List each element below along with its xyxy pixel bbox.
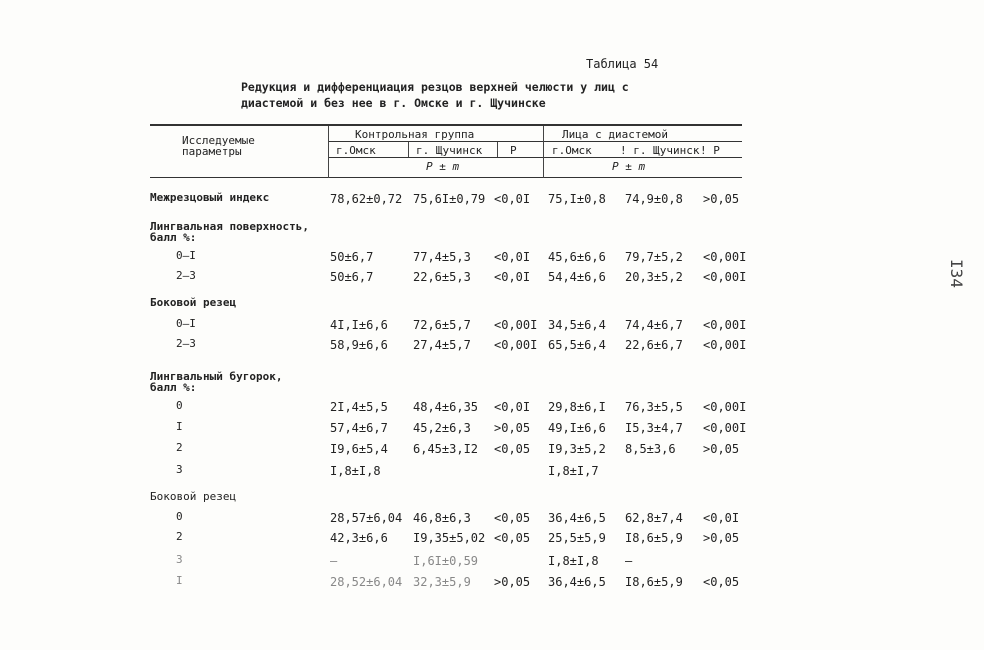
cell-c1: 57,4±6,7 bbox=[330, 421, 388, 435]
header-omsk-diastema: г.Омск bbox=[552, 144, 592, 157]
row-label: 3 bbox=[176, 463, 183, 476]
cell-c5: 8,5±3,6 bbox=[625, 442, 676, 456]
cell-c5: I5,3±4,7 bbox=[625, 421, 683, 435]
header-p-diastema: ! P bbox=[700, 144, 720, 157]
row-label: 0–I bbox=[176, 249, 196, 262]
cell-c6: >0,05 bbox=[703, 192, 740, 206]
header-divider-4 bbox=[497, 142, 498, 157]
row-label: I bbox=[176, 574, 183, 587]
header-group-rule bbox=[329, 141, 742, 142]
row-label: 2 bbox=[176, 530, 183, 543]
cell-c4: 49,I±6,6 bbox=[548, 421, 606, 435]
cell-c1: 78,62±0,72 bbox=[330, 192, 403, 206]
cell-c5: 22,6±6,7 bbox=[625, 338, 683, 352]
row-label: 0 bbox=[176, 510, 183, 523]
cell-c2: 75,6I±0,79 bbox=[413, 192, 486, 206]
cell-c1: 50±6,7 bbox=[330, 270, 374, 284]
cell-c1: 2I,4±5,5 bbox=[330, 400, 388, 414]
cell-c1: 28,52±6,04 bbox=[330, 575, 403, 589]
cell-c6: <0,00I bbox=[703, 421, 747, 435]
cell-c5: – bbox=[625, 554, 633, 568]
cell-c2: 27,4±5,7 bbox=[413, 338, 471, 352]
row-label: Межрезцовый индекс bbox=[150, 191, 270, 204]
cell-c4: I9,3±5,2 bbox=[548, 442, 606, 456]
cell-c1: I9,6±5,4 bbox=[330, 442, 388, 456]
row-label: Лингвальная поверхность, балл %: bbox=[150, 220, 309, 244]
row-label: I bbox=[176, 420, 183, 433]
header-divider-2 bbox=[543, 126, 544, 178]
header-pm-control: P ± m bbox=[426, 160, 460, 173]
cell-c3: <0,05 bbox=[494, 442, 531, 456]
cell-c2: 46,8±6,3 bbox=[413, 511, 471, 525]
table-caption-line-2: диастемой и без нее в г. Омске и г. Щучинске bbox=[241, 96, 546, 110]
cell-c4: 36,4±6,5 bbox=[548, 575, 606, 589]
header-divider-1 bbox=[328, 126, 329, 178]
row-label: 2–3 bbox=[176, 269, 196, 282]
header-omsk-control: г.Омск bbox=[336, 144, 376, 157]
cell-c5: 20,3±5,2 bbox=[625, 270, 683, 284]
cell-c4: 25,5±5,9 bbox=[548, 531, 606, 545]
cell-c1: 42,3±6,6 bbox=[330, 531, 388, 545]
cell-c6: <0,0I bbox=[703, 511, 740, 525]
cell-c4: 36,4±6,5 bbox=[548, 511, 606, 525]
cell-c4: I,8±I,8 bbox=[548, 554, 599, 568]
header-params: Исследуемые параметры bbox=[182, 134, 255, 158]
row-label: Боковой резец bbox=[150, 490, 237, 503]
row-label: 2–3 bbox=[176, 337, 196, 350]
cell-c4: 45,6±6,6 bbox=[548, 250, 606, 264]
cell-c1: – bbox=[330, 554, 338, 568]
cell-c5: 79,7±5,2 bbox=[625, 250, 683, 264]
cell-c3: >0,05 bbox=[494, 421, 531, 435]
cell-c5: 76,3±5,5 bbox=[625, 400, 683, 414]
cell-c4: I,8±I,7 bbox=[548, 464, 599, 478]
header-diastema-group: Лица с диастемой bbox=[562, 128, 668, 141]
cell-c2: 45,2±6,3 bbox=[413, 421, 471, 435]
cell-c3: <0,00I bbox=[494, 318, 538, 332]
table-caption-line-1: Редукция и дифференциация резцов верхней челюсти у лиц с bbox=[241, 80, 629, 94]
cell-c5: I8,6±5,9 bbox=[625, 575, 683, 589]
header-divider-3 bbox=[408, 142, 409, 157]
cell-c1: 4I,I±6,6 bbox=[330, 318, 388, 332]
cell-c2: 22,6±5,3 bbox=[413, 270, 471, 284]
cell-c5: 74,9±0,8 bbox=[625, 192, 683, 206]
table-top-rule bbox=[150, 124, 742, 126]
cell-c6: <0,00I bbox=[703, 338, 747, 352]
cell-c5: I8,6±5,9 bbox=[625, 531, 683, 545]
header-shchuchinsk-diastema: ! г. Щучинск bbox=[620, 144, 700, 157]
cell-c3: <0,00I bbox=[494, 338, 538, 352]
cell-c4: 29,8±6,I bbox=[548, 400, 606, 414]
header-shchuchinsk-control: г. Щучинск bbox=[416, 144, 483, 157]
cell-c2: 77,4±5,3 bbox=[413, 250, 471, 264]
cell-c3: >0,05 bbox=[494, 575, 531, 589]
header-control-group: Контрольная группа bbox=[355, 128, 475, 141]
cell-c2: 32,3±5,9 bbox=[413, 575, 471, 589]
row-label: 3 bbox=[176, 553, 183, 566]
row-label: 0 bbox=[176, 399, 183, 412]
cell-c4: 54,4±6,6 bbox=[548, 270, 606, 284]
cell-c1: 28,57±6,04 bbox=[330, 511, 403, 525]
cell-c1: I,8±I,8 bbox=[330, 464, 381, 478]
cell-c4: 65,5±6,4 bbox=[548, 338, 606, 352]
row-label: Лингвальный бугорок, балл %: bbox=[150, 370, 283, 394]
cell-c1: 58,9±6,6 bbox=[330, 338, 388, 352]
cell-c3: <0,0I bbox=[494, 400, 531, 414]
row-label: 0–I bbox=[176, 317, 196, 330]
table-number: Таблица 54 bbox=[586, 57, 659, 71]
cell-c2: 6,45±3,I2 bbox=[413, 442, 479, 456]
cell-c2: I9,35±5,02 bbox=[413, 531, 486, 545]
row-label: 2 bbox=[176, 441, 183, 454]
header-p-control: P bbox=[510, 144, 517, 157]
cell-c2: 72,6±5,7 bbox=[413, 318, 471, 332]
cell-c3: <0,0I bbox=[494, 250, 531, 264]
cell-c6: >0,05 bbox=[703, 442, 740, 456]
header-sub-rule bbox=[329, 157, 742, 158]
cell-c6: <0,05 bbox=[703, 575, 740, 589]
cell-c3: <0,0I bbox=[494, 192, 531, 206]
cell-c3: <0,0I bbox=[494, 270, 531, 284]
cell-c6: <0,00I bbox=[703, 250, 747, 264]
cell-c3: <0,05 bbox=[494, 531, 531, 545]
row-label: Боковой резец bbox=[150, 296, 237, 309]
cell-c6: <0,00I bbox=[703, 400, 747, 414]
cell-c6: <0,00I bbox=[703, 318, 747, 332]
cell-c6: <0,00I bbox=[703, 270, 747, 284]
cell-c6: >0,05 bbox=[703, 531, 740, 545]
cell-c5: 62,8±7,4 bbox=[625, 511, 683, 525]
cell-c2: 48,4±6,35 bbox=[413, 400, 479, 414]
cell-c2: I,6I±0,59 bbox=[413, 554, 479, 568]
cell-c4: 75,I±0,8 bbox=[548, 192, 606, 206]
cell-c4: 34,5±6,4 bbox=[548, 318, 606, 332]
header-bottom-rule bbox=[150, 177, 742, 178]
header-pm-diastema: P ± m bbox=[612, 160, 646, 173]
cell-c3: <0,05 bbox=[494, 511, 531, 525]
page-number: I34 bbox=[946, 259, 966, 288]
cell-c5: 74,4±6,7 bbox=[625, 318, 683, 332]
cell-c1: 50±6,7 bbox=[330, 250, 374, 264]
